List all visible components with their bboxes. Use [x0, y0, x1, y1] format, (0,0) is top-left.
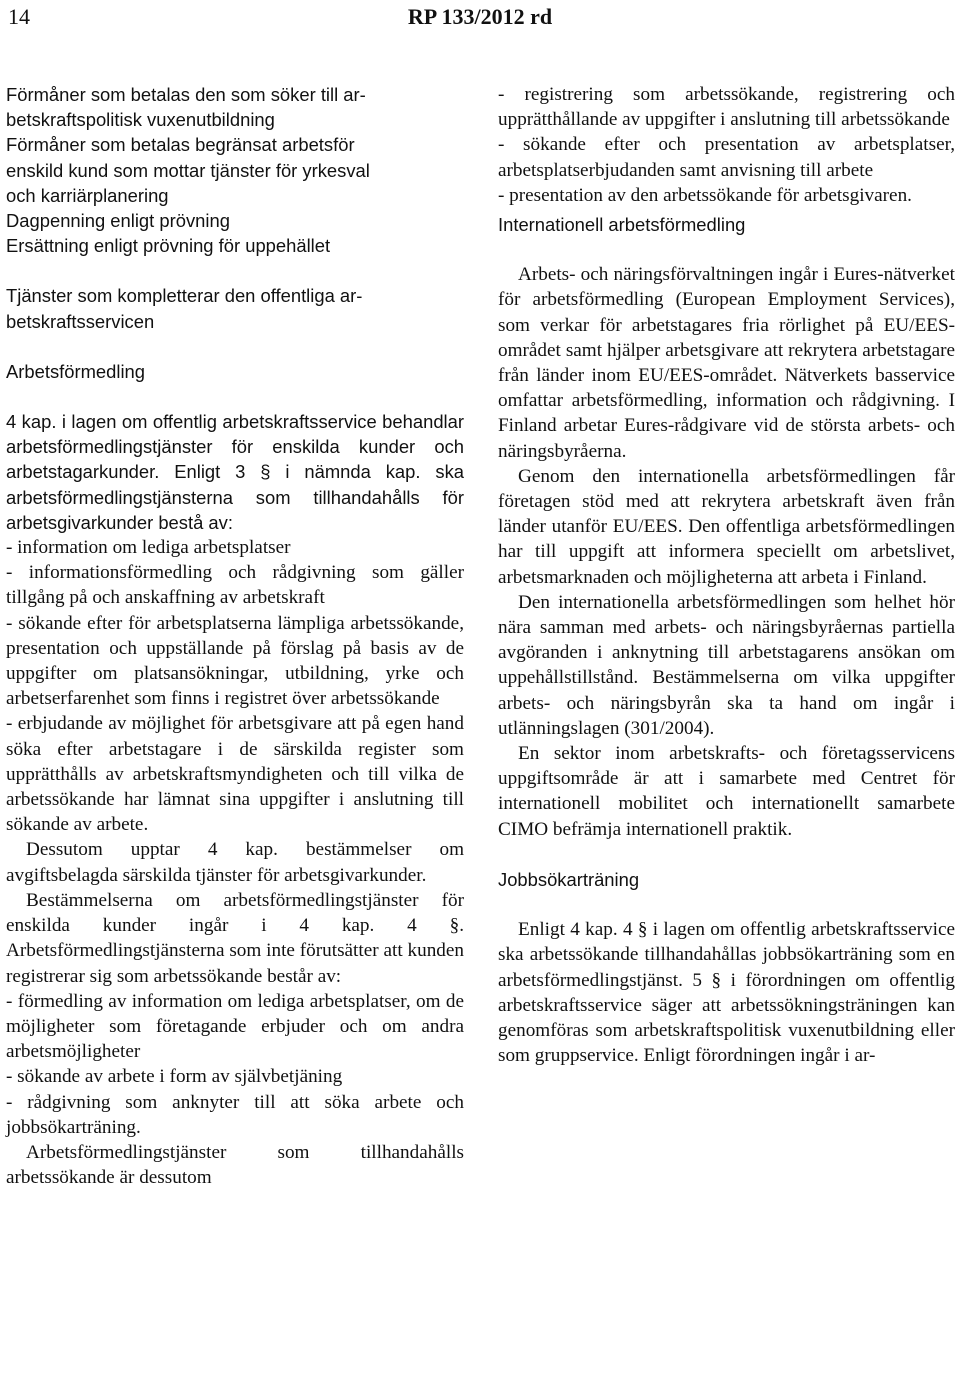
- right-column: [498, 82, 955, 1068]
- list-line: betskraftspolitisk vuxenutbildning: [6, 109, 275, 131]
- bullet-item: - informationsförmedling och rådgivning som gäller tillgång på och anskaffning av arbetskraft: [6, 562, 464, 609]
- bullet-item: - information om lediga arbetsplatser: [6, 537, 291, 559]
- bullet-item: - sökande av arbete i form av självbetjäning: [6, 1066, 343, 1088]
- paragraph: Bestämmelserna om arbetsförmedlingstjänster för enskilda kunder ingår i 4 kap. 4 §. Arbetsförmedlingstjänsterna som inte förutsätter att kunden registrerar sig som arbetssökande består av:: [6, 889, 464, 987]
- paragraph: 4 kap. i lagen om offentlig arbetskraftsservice behandlar arbetsförmedlingstjänster för enskilda kunder och arbetstagarkunder. Enligt 3 § i nämnda kap. ska arbetsförmedlingstjänsterna som tillhandahålls för arbetsgivarkunder bestå av:: [6, 411, 464, 533]
- section-heading-services: Tjänster som kompletterar den offentliga ar- betskraftsservicen: [6, 285, 363, 332]
- list-line: Förmåner som betalas den som söker till ar-: [6, 84, 366, 105]
- benefits-list: [6, 82, 464, 258]
- paragraph: Enligt 4 kap. 4 § i lagen om offentlig arbetskraftsservice ska arbetssökande tillhandahållas jobbsökarträning som en arbetsförmedlingstjänst. 5 § i förordningen om offentlig arbetskraftsservice säger att arbetssökningsträningen kan genomföras som arbetskraftspolitisk vuxenutbildning eller som gruppservice. Enligt förordningen ingår i ar-: [498, 919, 955, 1067]
- section-heading-arbetsformedling: Arbetsförmedling: [6, 360, 146, 382]
- left-column: [6, 82, 464, 1190]
- list-line: Förmåner som betalas begränsat arbetsför: [6, 134, 355, 156]
- list-line: Ersättning enligt prövning för uppehället: [6, 235, 331, 257]
- document-code: RP 133/2012 rd: [407, 4, 553, 29]
- bullet-item: - förmedling av information om lediga arbetsplatser, om de möjligheter som företagande erbjuder och om andra arbetsmöjligheter: [6, 990, 464, 1063]
- list-line: Dagpenning enligt prövning: [6, 210, 230, 232]
- paragraph: Dessutom upptar 4 kap. bestämmelser om avgiftsbelagda särskilda tjänster för arbetsgivarkunder.: [6, 839, 464, 886]
- bullet-item: - registrering som arbetssökande, registrering och upprätthållande av uppgifter i anslutning till arbetssökande: [498, 84, 955, 131]
- paragraph: Genom den internationella arbetsförmedlingen får företagen stöd med att rekrytera arbetskraft även från länder utanför EU/EES. Den offentliga arbetsförmedlingen har till uppgift att informera speciellt om arbetslivet, arbetsmarknaden och möjligheterna att arbeta i Finland.: [498, 465, 955, 588]
- paragraph: Den internationella arbetsförmedlingen som helhet hör nära samman med arbets- och näringsbyråernas partiella avgöranden i anknytning till arbetstagarens ansökan om uppehållstillstånd. Bestämmelserna om vilka uppgifter arbets- och näringsbyrån ska ta hand om ingår i utlänningslagen (301/2004).: [498, 591, 955, 739]
- bullet-item: - sökande efter för arbetsplatserna lämpliga arbetssökande, presentation och uppställande på förslag på basis av de uppgifter om platsansökningar, utbildning, yrke och arbetserfarenhet som finns i registret över arbetssökande: [6, 612, 464, 710]
- list-line: enskild kund som mottar tjänster för yrkesval: [6, 159, 370, 181]
- page-number: 14: [8, 4, 30, 29]
- bullet-item: - erbjudande av möjlighet för arbetsgivare att på egen hand söka efter arbetstagare i de särskilda register som upprätthålls av arbetskraftsmyndigheten och till vilka de arbetssökande har lämnat sina uppgifter i anslutning till sökande av arbete.: [6, 713, 464, 836]
- section-heading-international: Internationell arbetsförmedling: [498, 214, 746, 236]
- paragraph: Arbetsförmedlingstjänster som tillhandahålls arbetssökande är dessutom: [6, 1141, 464, 1189]
- paragraph: Arbets- och näringsförvaltningen ingår i Eures-nätverket för arbetsförmedling (European Employment Services), som verkar för arbetstagares fria rörlighet på EU/EES-området samt hjälper arbetsgivare att rekrytera arbetstagare från länder inom EU/EES-området. Nätverkets basservice omfattar arbetsförmedling, information och rådgivning. I Finland arbetar Eures-rådgivare vid de största arbets- och näringsbyråerna.: [498, 264, 955, 462]
- bullet-item: - rådgivning som anknyter till att söka arbete och jobbsökarträning.: [6, 1091, 464, 1138]
- section-heading-jobbsokartraning: Jobbsökarträning: [498, 868, 640, 890]
- list-line: och karriärplanering: [6, 184, 169, 206]
- bullet-item: - presentation av den arbetssökande för arbetsgivaren.: [498, 184, 912, 206]
- bullet-item: - sökande efter och presentation av arbetsplatser, arbetsplatserbjudanden samt anvisning till arbete: [498, 134, 955, 181]
- page-header: [0, 0, 960, 40]
- paragraph: En sektor inom arbetskrafts- och företagsservicens uppgiftsområde är att i samarbete med Centret för internationell mobilitet och internationellt samarbete CIMO befrämja internationell praktik.: [498, 743, 955, 840]
